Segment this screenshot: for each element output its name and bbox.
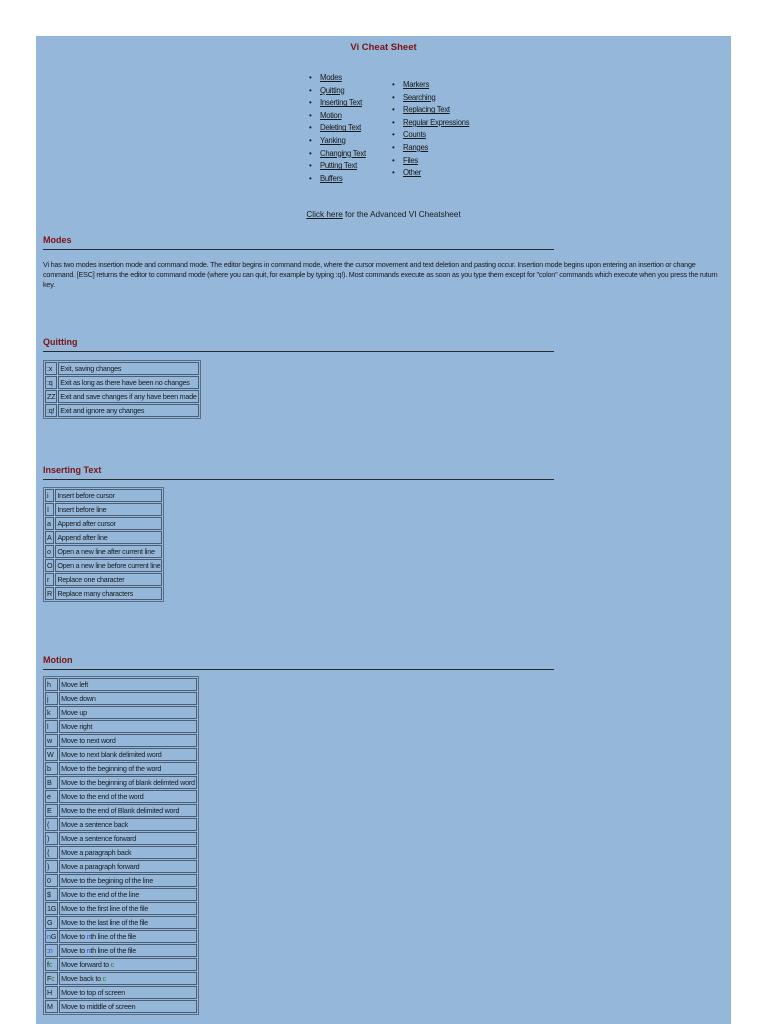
command-key: M: [45, 1000, 58, 1013]
toc-link[interactable]: Searching: [403, 92, 436, 102]
text-segment: f: [47, 960, 49, 969]
section-divider: [43, 249, 554, 250]
command-row: [45, 390, 199, 403]
command-row: [45, 517, 162, 530]
command-row: [45, 832, 197, 845]
command-description: Move to next word: [59, 734, 197, 747]
command-row: [45, 587, 162, 600]
section-heading-modes: Modes: [43, 235, 72, 245]
command-row: [45, 902, 197, 915]
command-row: [45, 376, 199, 389]
command-row: [45, 818, 197, 831]
command-key: l: [45, 720, 58, 733]
command-row: [45, 846, 197, 859]
placeholder-token: c: [102, 974, 106, 983]
section-heading-motion: Motion: [43, 655, 73, 665]
command-key: a: [45, 517, 54, 530]
command-key: W: [45, 748, 58, 761]
toc-item: [392, 104, 469, 117]
placeholder-token: c: [110, 960, 114, 969]
toc-link[interactable]: Inserting Text: [320, 98, 363, 108]
toc-item: [309, 135, 366, 148]
toc-item: [309, 85, 366, 98]
command-description: Append after cursor: [55, 517, 162, 530]
command-key: $: [45, 888, 58, 901]
toc-link[interactable]: Regular Expressions: [403, 117, 470, 127]
command-row: [45, 874, 197, 887]
command-row: [45, 972, 197, 985]
inserting-text-table: [43, 487, 164, 602]
command-description: Insert before line: [55, 503, 162, 516]
toc-link[interactable]: Counts: [403, 130, 426, 140]
command-row: [45, 489, 162, 502]
command-row: [45, 930, 197, 943]
command-key: [45, 944, 58, 957]
command-description: Move left: [59, 678, 197, 691]
command-description: Move down: [59, 692, 197, 705]
section-divider: [43, 669, 554, 670]
toc-right-column: [392, 79, 469, 180]
section-quitting: [43, 336, 554, 352]
command-key: (: [45, 818, 58, 831]
command-row: [45, 762, 197, 775]
placeholder-token: n: [86, 946, 91, 955]
advanced-cheatsheet-line: [36, 210, 731, 219]
page-title: Vi Cheat Sheet: [350, 42, 417, 53]
section-modes: [43, 234, 554, 250]
toc-item: [309, 72, 366, 85]
command-row: [45, 531, 162, 544]
command-description: Move right: [59, 720, 197, 733]
command-key: A: [45, 531, 54, 544]
command-description: [59, 958, 197, 971]
text-segment: G: [50, 932, 57, 941]
command-key: ZZ: [47, 392, 56, 401]
command-row: [45, 804, 197, 817]
toc-item: [309, 148, 366, 161]
section-motion: [43, 654, 554, 670]
toc-link[interactable]: Putting Text: [320, 161, 357, 171]
toc-item: [392, 142, 469, 155]
command-key: E: [45, 804, 58, 817]
toc-link[interactable]: Files: [403, 155, 418, 165]
placeholder-token: c: [51, 974, 55, 983]
command-row: [45, 692, 197, 705]
command-description: [59, 972, 197, 985]
command-key: G: [45, 916, 58, 929]
command-row: [45, 790, 197, 803]
command-description: Open a new line after current line: [55, 545, 162, 558]
command-key: [45, 972, 58, 985]
toc-left-column: [309, 72, 366, 185]
text-segment: :: [47, 946, 49, 955]
command-key: k: [45, 706, 58, 719]
command-description: Replace one character: [55, 573, 162, 586]
toc-item: [309, 173, 366, 186]
command-row: [45, 958, 197, 971]
command-key: o: [45, 545, 54, 558]
text-segment: Move to: [61, 932, 87, 941]
command-row: [45, 545, 162, 558]
command-description: Move to next blank delimited word: [59, 748, 197, 761]
motion-table: [43, 676, 199, 1015]
command-row: [45, 776, 197, 789]
toc-link[interactable]: Replacing Text: [403, 105, 450, 115]
command-key: j: [45, 692, 58, 705]
command-description: Move to the end of the word: [59, 790, 197, 803]
text-segment: Move back to: [61, 974, 103, 983]
command-key: :q: [45, 376, 57, 389]
command-description: Move to the last line of the file: [59, 916, 197, 929]
command-key: h: [45, 678, 58, 691]
toc-item: [392, 79, 469, 92]
advanced-cheatsheet-link[interactable]: Click here: [306, 210, 343, 219]
command-description: Exit and ignore any changes: [58, 404, 198, 417]
command-row: [45, 559, 162, 572]
command-key: [45, 958, 58, 971]
command-description: Insert before cursor: [55, 489, 162, 502]
toc-link[interactable]: Ranges: [403, 142, 429, 152]
command-description: Exit, saving changes: [58, 362, 198, 375]
toc-link[interactable]: Quitting: [320, 85, 345, 95]
toc-link[interactable]: Modes: [320, 73, 342, 82]
section-heading-quitting: Quitting: [43, 337, 78, 347]
command-row: [45, 944, 197, 957]
command-description: Move to the end of the line: [59, 888, 197, 901]
command-description: Replace many characters: [55, 587, 162, 600]
command-description: Move to middle of screen: [59, 1000, 197, 1013]
toc-item: [309, 110, 366, 123]
toc-item: [392, 155, 469, 168]
advanced-cheatsheet-text: for the Advanced VI Cheatsheet: [342, 210, 461, 219]
command-description: Move a sentence back: [59, 818, 197, 831]
command-row: [45, 503, 162, 516]
command-key: r: [45, 573, 54, 586]
command-row: [45, 986, 197, 999]
command-key: ): [45, 832, 58, 845]
command-row: [45, 720, 197, 733]
command-key: b: [45, 762, 58, 775]
command-description: Move a paragraph back: [59, 846, 197, 859]
toc-link[interactable]: Buffers: [320, 173, 343, 183]
section-divider: [43, 479, 554, 480]
command-key: R: [45, 587, 54, 600]
command-key: [45, 930, 58, 943]
command-row: [45, 706, 197, 719]
command-key: :q!: [45, 404, 57, 417]
toc-item: [392, 92, 469, 105]
command-row: [45, 573, 162, 586]
command-description: Move to the end of Blank delimited word: [59, 804, 197, 817]
command-key: H: [45, 986, 58, 999]
command-key: 1G: [47, 904, 57, 913]
text-segment: Move to: [61, 946, 87, 955]
toc-item: [309, 160, 366, 173]
toc-item: [392, 167, 469, 180]
toc-link[interactable]: Markers: [403, 80, 430, 89]
command-row: [45, 1000, 197, 1013]
toc-item: [392, 129, 469, 142]
command-description: Exit and save changes if any have been made: [60, 392, 197, 401]
command-row: [45, 404, 199, 417]
command-description: [59, 944, 197, 957]
text-segment: Move forward to: [61, 960, 111, 969]
toc-link[interactable]: Deleting Text: [320, 123, 362, 133]
placeholder-token: n: [48, 946, 53, 955]
command-description: Move a sentence forward: [59, 832, 197, 845]
command-description: Move to the beginning of the word: [59, 762, 197, 775]
command-description: Move a paragraph forward: [59, 860, 197, 873]
toc-item: [309, 97, 366, 110]
placeholder-token: c: [48, 960, 53, 969]
toc-link[interactable]: Other: [403, 168, 421, 178]
command-key: e: [45, 790, 58, 803]
toc-link[interactable]: Changing Text: [320, 148, 366, 158]
toc-item: [392, 117, 469, 130]
section-divider: [43, 351, 554, 352]
command-description: [59, 930, 197, 943]
command-row: [45, 888, 197, 901]
command-description: Move to the beginning of blank delimted word: [61, 778, 195, 787]
command-key: B: [45, 776, 58, 789]
section-heading-inserting-text: Inserting Text: [43, 465, 102, 475]
command-description: Open a new line before current line: [57, 561, 161, 570]
placeholder-token: n: [47, 932, 51, 941]
command-key: 0: [45, 874, 58, 887]
command-row: [45, 860, 197, 873]
command-key: :x: [45, 362, 57, 375]
command-key: i: [45, 489, 54, 502]
command-row: [45, 748, 197, 761]
command-key: O: [47, 561, 53, 570]
text-segment: th line of the file: [90, 932, 137, 941]
quitting-table: [43, 360, 201, 419]
command-description: Move up: [59, 706, 197, 719]
cheat-sheet-page: [36, 36, 731, 1024]
command-row: [45, 734, 197, 747]
command-description: Move to the begining of the line: [59, 874, 197, 887]
command-description: Exit as long as there have been no changes: [58, 376, 198, 389]
command-key: {: [45, 846, 58, 859]
toc-item: [309, 122, 366, 135]
command-row: [45, 362, 199, 375]
text-segment: F: [47, 974, 52, 983]
command-row: [45, 916, 197, 929]
command-row: [45, 678, 197, 691]
command-key: w: [45, 734, 58, 747]
command-key: I: [45, 503, 54, 516]
command-description: Move to top of screen: [59, 986, 197, 999]
command-description: Append after line: [55, 531, 162, 544]
section-inserting-text: [43, 464, 554, 480]
toc-link[interactable]: Motion: [320, 110, 342, 120]
command-key: }: [45, 860, 58, 873]
command-description: Move to the first line of the file: [59, 902, 197, 915]
placeholder-token: n: [86, 932, 91, 941]
text-segment: th line of the file: [90, 946, 137, 955]
toc-link[interactable]: Yanking: [320, 135, 346, 145]
modes-description: Vi has two modes insertion mode and command mode. The editor begins in command mode, where the cursor movement and text deletion and pasting occur. Insertion mode begins upon entering an insertion or change command. [ESC] returns the editor to command mode (where you can quit, for example by typing :q!). Most commands execute as soon as you type them except for "colon" commands which execute when you press the ruturn key.: [43, 260, 718, 289]
